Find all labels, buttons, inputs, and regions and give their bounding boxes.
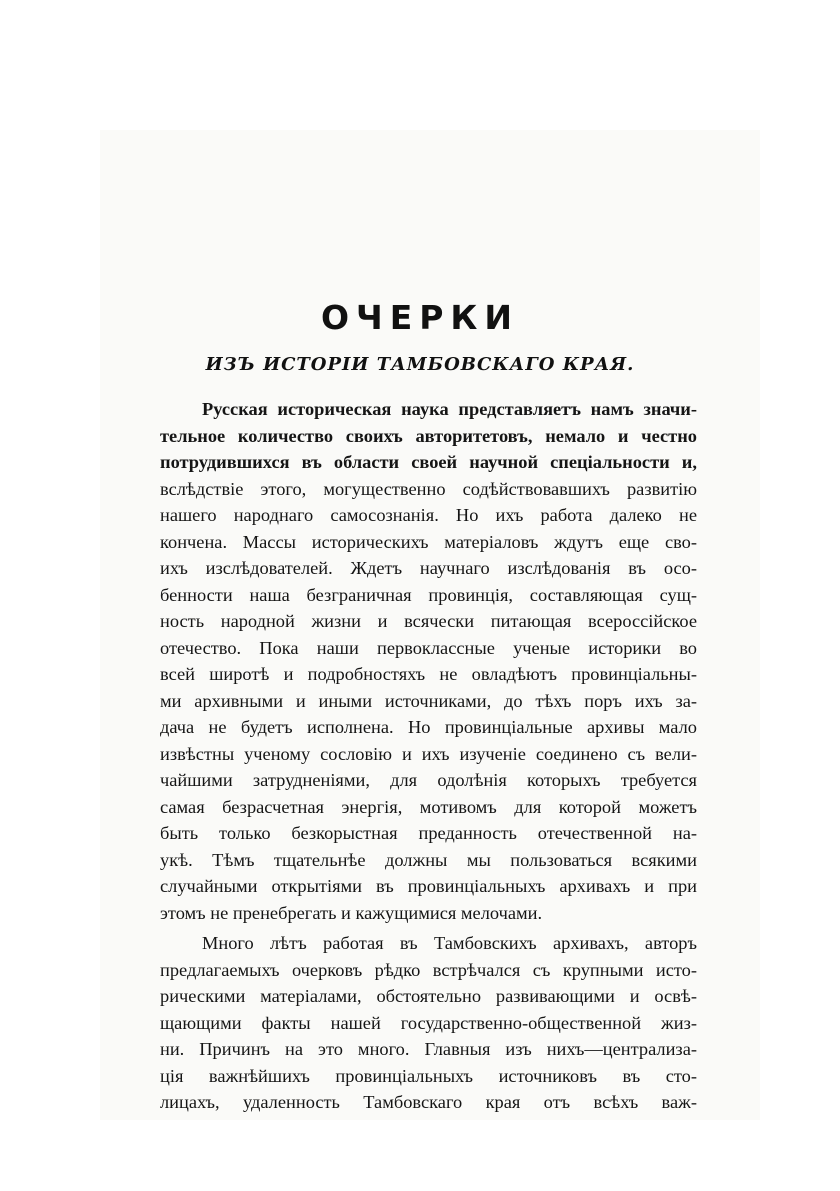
text-line: лицахъ, удаленность Тамбовскаго края отъ всѣхъ важ- [160,1092,697,1112]
text-line: потрудившихся въ области своей научной спеціальности и, [160,452,697,472]
text-line: случайными открытіями въ провинціальныхъ архивахъ и при [160,876,697,896]
text-line: быть только безкорыстная преданность отечественной на- [160,823,697,843]
text-line: тельное количество своихъ авторитетовъ, немало и честно [160,425,697,446]
text-line: самая безрасчетная энергія, мотивомъ для которой можетъ [160,796,697,817]
text-line: этомъ не пренебрегать и кажущимися мелочами. [160,902,543,923]
text-line: предлагаемыхъ очерковъ рѣдко встрѣчался съ крупными исто- [160,959,697,980]
text-line: извѣстны ученому сословію и ихъ изученіе соединено съ вели- [160,743,697,764]
text-line: отечество. Пока наши первоклассные ученые историки во [160,637,697,658]
body-text [160,396,697,1116]
text-line: ность народной жизни и всячески питающая всероссійское [160,611,697,631]
text-line: ихъ изслѣдователей. Ждетъ научнаго изслѣдованія въ осо- [160,558,697,578]
text-line: кончена. Массы историческихъ матеріаловъ ждутъ еще сво- [160,531,697,552]
text-line: ція важнѣйшихъ провинціальныхъ источниковъ въ сто- [160,1065,697,1086]
text-line: Много лѣтъ работая въ Тамбовскихъ архивахъ, авторъ [202,933,697,953]
text-line: ми архивными и иными источниками, до тѣхъ поръ ихъ за- [160,690,697,711]
text-line: ни. Причинъ на это много. Главныя изъ нихъ—централиза- [160,1039,697,1059]
text-line: рическими матеріалами, обстоятельно развивающими и освѣ- [160,986,697,1006]
text-line: вслѣдствіе этого, могущественно содѣйствовавшихъ развитію [160,478,697,499]
page-subtitle: ИЗЪ ИСТОРІИ ТАМБОВСКАГО КРАЯ. [205,354,635,375]
text-line: Русская историческая наука представляетъ намъ значи- [202,399,697,419]
text-line: нашего народнаго самосознанія. Но ихъ работа далеко не [160,505,697,525]
text-line: дача не будетъ исполнена. Но провинціальные архивы мало [160,717,697,737]
text-line: щающими факты нашей государственно-общественной жиз- [160,1012,697,1033]
text-line: всей широтѣ и подробностяхъ не овладѣютъ провинціальны- [160,664,697,684]
text-line: укѣ. Тѣмъ тщательнѣе должны мы пользоваться всякими [160,849,697,870]
paragraph [160,396,697,926]
text-line: чайшими затрудненіями, для одолѣнія которыхъ требуется [160,770,697,790]
page-title: ОЧЕРКИ [320,298,520,337]
text-line: бенности наша безграничная провинція, составляющая сущ- [160,584,697,605]
paragraph [160,930,697,1116]
